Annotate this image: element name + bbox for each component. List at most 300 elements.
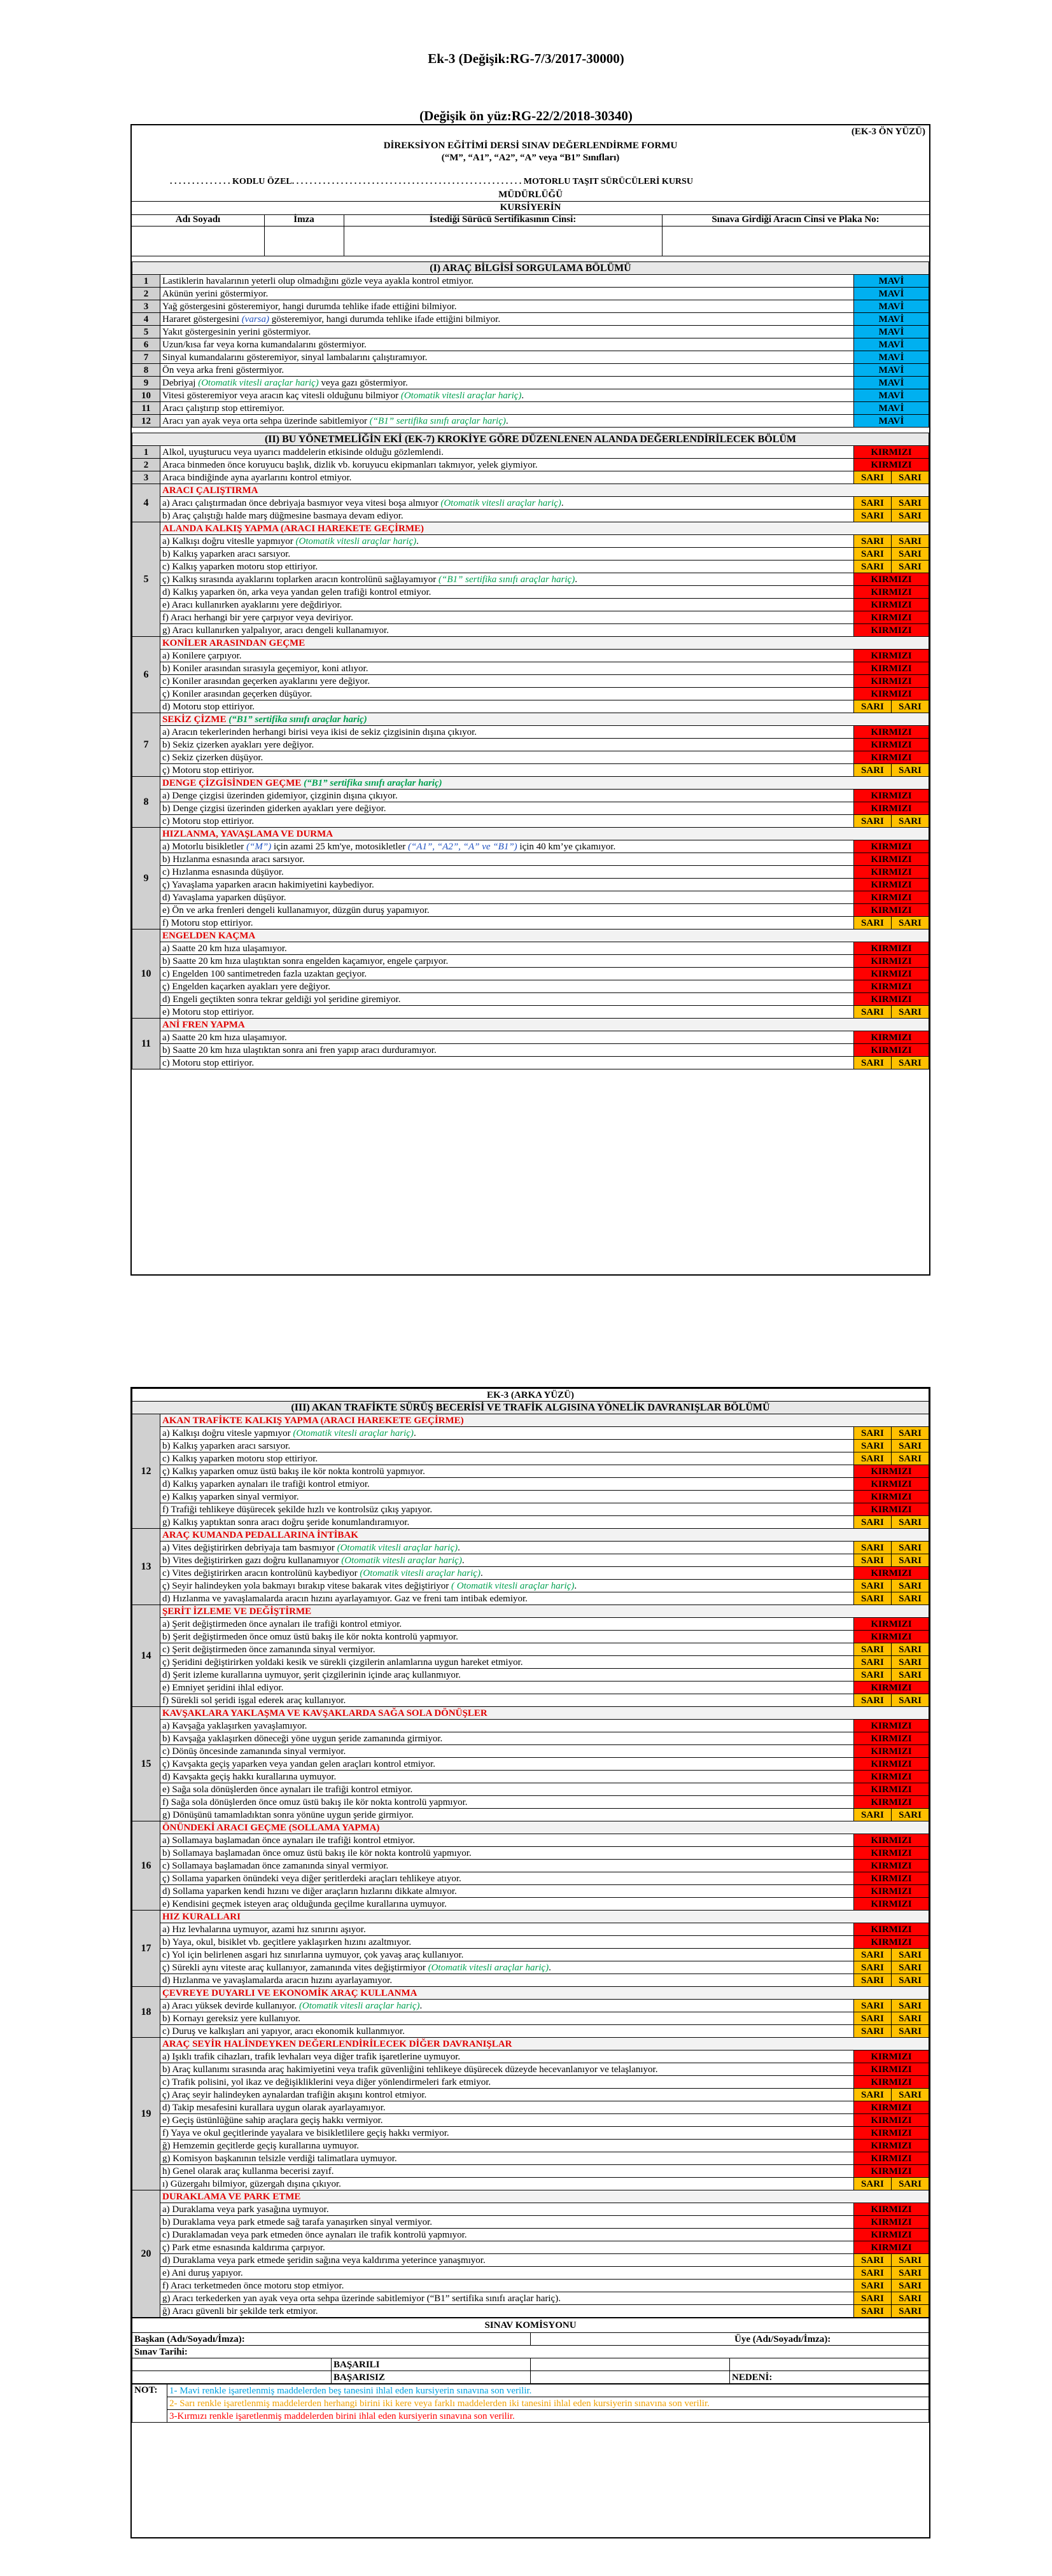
item-text: c) Kalkış yaparken motoru stop ettiriyor. bbox=[162, 1453, 318, 1464]
severity-code: KIRMIZI bbox=[853, 459, 929, 471]
directorate-label: MÜDÜRLÜĞÜ bbox=[498, 190, 563, 200]
severity-code-1[interactable]: SARI bbox=[853, 1516, 891, 1529]
item-text: ç) Engelden kaçarken ayakları yere değiyor. bbox=[162, 981, 331, 992]
severity-code-1[interactable]: SARI bbox=[853, 1057, 891, 1069]
document-title: Ek-3 (Değişik:RG-7/3/2017-30000) bbox=[428, 51, 624, 66]
item-exception: (Otomatik vitesli araçlar hariç) bbox=[428, 1962, 549, 1973]
item-text: ı) Güzergahı bilmiyor, güzergah dışına çıkıyor. bbox=[162, 2178, 341, 2189]
document-subtitle: (Değişik ön yüz:RG-22/2/2018-30340) bbox=[419, 108, 633, 123]
severity-code-2[interactable]: SARI bbox=[891, 548, 929, 560]
item-exception: (Otomatik vitesli araçlar hariç) bbox=[298, 2000, 420, 2011]
severity-code-1[interactable]: SARI bbox=[853, 2012, 891, 2025]
row-number: 3 bbox=[132, 471, 160, 484]
severity-code-1[interactable]: SARI bbox=[853, 1427, 891, 1440]
item-note: (varsa) bbox=[241, 314, 270, 324]
table-row bbox=[132, 1427, 929, 1440]
severity-code-1[interactable]: SARI bbox=[853, 535, 891, 548]
table-row bbox=[132, 2089, 929, 2101]
severity-code-1[interactable]: SARI bbox=[853, 1440, 891, 1452]
severity-code-1[interactable]: SARI bbox=[853, 560, 891, 573]
item-text: a) Aracın tekerlerinden herhangi birisi veya ikisi de sekiz çizgisinin dışına çıkıyor. bbox=[162, 727, 477, 737]
severity-code-2[interactable]: SARI bbox=[891, 535, 929, 548]
item-text: b) Koniler arasından sırasıyla geçemiyor, koni atlıyor. bbox=[162, 663, 368, 674]
table-row bbox=[132, 840, 929, 853]
severity-code: KIRMIZI bbox=[853, 968, 929, 980]
severity-code-2[interactable]: SARI bbox=[891, 497, 929, 510]
note-blue: 1- Mavi renkle işaretlenmiş maddelerden beş tanesini ihlal eden kursiyerin sınavına son verilir. bbox=[167, 2385, 929, 2397]
table-row bbox=[132, 891, 929, 904]
item-text-after: . bbox=[561, 498, 564, 508]
group-header-row bbox=[132, 1821, 929, 1834]
item-text: c) Yol için belirlenen asgari hız sınırlarına uymuyor, çok yavaş araç kullanıyor. bbox=[162, 1949, 464, 1960]
severity-code-1[interactable]: SARI bbox=[853, 548, 891, 560]
severity-code-2[interactable]: SARI bbox=[891, 2025, 929, 2038]
severity-code-1[interactable]: SARI bbox=[853, 1949, 891, 1961]
item-text: d) Takip mesafesini kurallara uygun olarak ayarlayamıyor. bbox=[162, 2102, 386, 2113]
item-text: ç) Araç seyir halindeyken aynalardan trafiğin akışını kontrol etmiyor. bbox=[162, 2089, 427, 2100]
item-text: a) Aracı yüksek devirde kullanıyor. bbox=[162, 2000, 299, 2011]
item-text: a) Vites değiştirirken debriyaja tam basmıyor bbox=[162, 1542, 337, 1553]
fail-label[interactable]: BAŞARISIZ bbox=[332, 2371, 531, 2384]
table-row bbox=[132, 1783, 929, 1796]
group-title: ARAÇ SEYİR HALİNDEYKEN DEĞERLENDİRİLECEK DİĞER DAVRANIŞLAR bbox=[160, 2038, 929, 2050]
severity-code-2[interactable]: SARI bbox=[891, 510, 929, 522]
table-row bbox=[132, 662, 929, 675]
severity-code-1[interactable]: SARI bbox=[853, 1580, 891, 1592]
table-row bbox=[132, 764, 929, 777]
row-number: 12 bbox=[132, 415, 160, 428]
item-text-after: için azami 25 km'ye, motosikletler bbox=[271, 841, 408, 852]
table-row bbox=[132, 1031, 929, 1044]
severity-code-2[interactable]: SARI bbox=[891, 1809, 929, 1821]
table-row bbox=[132, 510, 929, 522]
severity-code-2[interactable]: SARI bbox=[891, 1542, 929, 1554]
severity-code-2[interactable]: SARI bbox=[891, 1592, 929, 1605]
severity-code-2[interactable]: SARI bbox=[891, 2305, 929, 2318]
severity-code-2[interactable]: SARI bbox=[891, 815, 929, 828]
table-row bbox=[132, 415, 929, 428]
severity-code-1[interactable]: SARI bbox=[853, 764, 891, 777]
severity-code: KIRMIZI bbox=[853, 2127, 929, 2140]
item-text: d) Sollama yaparken kendi hızını ve diğer araçların hızlarını dikkate almıyor. bbox=[162, 1886, 457, 1897]
group-header-row bbox=[132, 777, 929, 790]
severity-code: KIRMIZI bbox=[853, 1720, 929, 1732]
table-row bbox=[132, 1961, 929, 1974]
item-text: Yağ göstergesini gösteremiyor, hangi durumda tehlike ifade ettiğini bilmiyor. bbox=[162, 301, 457, 312]
severity-code-2[interactable]: SARI bbox=[891, 2012, 929, 2025]
table-row bbox=[132, 1834, 929, 1847]
severity-code-2[interactable]: SARI bbox=[891, 1961, 929, 1974]
group-title: AKAN TRAFİKTE KALKIŞ YAPMA (ARACI HAREKETE GEÇİRME) bbox=[160, 1414, 929, 1427]
table-row bbox=[132, 955, 929, 968]
item-exception: (Otomatik vitesli araçlar hariç) bbox=[400, 390, 522, 401]
severity-code-2[interactable]: SARI bbox=[891, 1516, 929, 1529]
table-row bbox=[132, 1872, 929, 1885]
item-text: c) Koniler arasından geçerken ayaklarını yere değiyor. bbox=[162, 676, 370, 686]
severity-code-2[interactable]: SARI bbox=[891, 1694, 929, 1707]
table-row bbox=[132, 2063, 929, 2076]
item-note: (“M”) bbox=[246, 841, 272, 852]
severity-code-2[interactable]: SARI bbox=[891, 2089, 929, 2101]
table-row bbox=[132, 2140, 929, 2152]
table-row bbox=[132, 2127, 929, 2140]
row-number: 11 bbox=[132, 402, 160, 415]
severity-code-2[interactable]: SARI bbox=[891, 1427, 929, 1440]
severity-code-2[interactable]: SARI bbox=[891, 1949, 929, 1961]
item-text: b) Saatte 20 km hıza ulaştıktan sonra engelden kaçamıyor, engele çarpıyor. bbox=[162, 956, 449, 966]
severity-code: KIRMIZI bbox=[853, 1771, 929, 1783]
pass-box[interactable] bbox=[531, 2358, 730, 2371]
table-row bbox=[132, 389, 929, 402]
item-text: c) Duruş ve kalkışları ani yapıyor, aracı ekonomik kullanmıyor. bbox=[162, 2026, 405, 2036]
item-text: b) Denge çizgisi üzerinden giderken ayakları yere değiyor. bbox=[162, 803, 386, 814]
row-number: 7 bbox=[132, 351, 160, 364]
severity-code-2[interactable]: SARI bbox=[891, 1974, 929, 1987]
item-text: d) Motoru stop ettiriyor. bbox=[162, 701, 255, 712]
item-text: d) Yavaşlama yaparken düşüyor. bbox=[162, 892, 286, 903]
group-header-row bbox=[132, 1911, 929, 1923]
item-text: b) Duraklama veya park etmede sağ tarafa yanaşırken sinyal vermiyor. bbox=[162, 2217, 432, 2227]
severity-code-1[interactable]: SARI bbox=[853, 700, 891, 713]
item-text: b) Sekiz çizerken ayakları yere değiyor. bbox=[162, 739, 314, 750]
item-text: c) Vites değiştirirken aracın kontrolünü kaybediyor bbox=[162, 1568, 360, 1578]
item-text: f) Aracı terketmeden önce motoru stop etmiyor. bbox=[162, 2280, 344, 2291]
severity-code-2[interactable]: SARI bbox=[891, 2254, 929, 2267]
severity-code-2[interactable]: SARI bbox=[891, 700, 929, 713]
table-row bbox=[132, 560, 929, 573]
table-row bbox=[132, 326, 929, 338]
item-text: f) Trafiği tehlikeye düşürecek şekilde hızlı ve kontrolsüz çıkış yapıyor. bbox=[162, 1504, 433, 1515]
severity-code: KIRMIZI bbox=[853, 1503, 929, 1516]
item-text: a) Konilere çarpıyor. bbox=[162, 650, 242, 661]
table-row bbox=[132, 2292, 929, 2305]
table-row bbox=[132, 586, 929, 599]
severity-code: KIRMIZI bbox=[853, 446, 929, 459]
severity-code-1[interactable]: SARI bbox=[853, 1669, 891, 1681]
item-text-after: veya gazı göstermiyor. bbox=[318, 377, 408, 388]
group-title: HIZLANMA, YAVAŞLAMA VE DURMA bbox=[160, 828, 929, 840]
table-row bbox=[132, 1057, 929, 1069]
table-row bbox=[132, 2203, 929, 2216]
item-text: e) Geçiş üstünlüğüne sahip araçlara geçiş hakkı vermiyor. bbox=[162, 2115, 383, 2126]
group-number: 4 bbox=[132, 484, 160, 522]
group-number: 16 bbox=[132, 1821, 160, 1911]
table-row bbox=[132, 1669, 929, 1681]
item-text: e) Emniyet şeridini ihlal ediyor. bbox=[162, 1682, 284, 1693]
severity-code: KIRMIZI bbox=[853, 662, 929, 675]
severity-code: MAVİ bbox=[853, 275, 929, 288]
trainee-header: KURSİYERİN bbox=[500, 202, 561, 212]
severity-code-1[interactable]: SARI bbox=[853, 1809, 891, 1821]
severity-code: KIRMIZI bbox=[853, 879, 929, 891]
severity-code: KIRMIZI bbox=[853, 1491, 929, 1503]
severity-code: KIRMIZI bbox=[853, 726, 929, 739]
severity-code-2[interactable]: SARI bbox=[891, 764, 929, 777]
table-row bbox=[132, 2216, 929, 2229]
table-row bbox=[132, 2050, 929, 2063]
item-text: Araca binmeden önce koruyucu başlık, dizlik vb. koruyucu ekipmanları takmıyor, yelek giymiyor. bbox=[162, 459, 538, 470]
item-exception: (Otomatik vitesli araçlar hariç) bbox=[198, 377, 319, 388]
item-text: a) Sollamaya başlamadan önce aynaları ile trafiği kontrol etmiyor. bbox=[162, 1835, 415, 1846]
severity-code-2[interactable]: SARI bbox=[891, 1656, 929, 1669]
table-row bbox=[132, 1974, 929, 1987]
table-row bbox=[132, 1440, 929, 1452]
severity-code-2[interactable]: SARI bbox=[891, 1669, 929, 1681]
item-text: Hararet göstergesini bbox=[162, 314, 242, 324]
section-1-title: (I) ARAÇ BİLGİSİ SORGULAMA BÖLÜMÜ bbox=[132, 262, 929, 275]
note-red: 3-Kırmızı renkle işaretlenmiş maddelerden birini ihlal eden kursiyerin sınavına son verilir. bbox=[167, 2410, 929, 2423]
severity-code-2[interactable]: SARI bbox=[891, 2000, 929, 2012]
row-number: 6 bbox=[132, 338, 160, 351]
form-title: DİREKSİYON EĞİTİMİ DERSİ SINAV DEĞERLENDİRME FORMU bbox=[383, 141, 678, 151]
item-text: ç) Sürekli aynı viteste araç kullanıyor, zamanında vites değiştirmiyor bbox=[162, 1962, 428, 1973]
item-text-after: . bbox=[574, 1580, 577, 1591]
severity-code-1[interactable]: SARI bbox=[853, 1452, 891, 1465]
item-text: ğ) Aracı güvenli bir şekilde terk etmiyor. bbox=[162, 2306, 318, 2316]
front-evaluation-table bbox=[132, 261, 929, 1069]
item-text: b) Vites değiştirirken gazı doğru kullanamıyor bbox=[162, 1555, 342, 1566]
item-text: c) Hızlanma esnasında düşüyor. bbox=[162, 867, 284, 877]
severity-code: KIRMIZI bbox=[853, 573, 929, 586]
table-row bbox=[132, 2000, 929, 2012]
table-row bbox=[132, 1465, 929, 1478]
severity-code: KIRMIZI bbox=[853, 1478, 929, 1491]
group-title: ALANDA KALKIŞ YAPMA (ARACI HAREKETE GEÇİRME) bbox=[160, 522, 929, 535]
severity-code-2[interactable]: SARI bbox=[891, 1580, 929, 1592]
severity-code: KIRMIZI bbox=[853, 1898, 929, 1911]
table-row bbox=[132, 1885, 929, 1898]
group-title: ANİ FREN YAPMA bbox=[160, 1019, 929, 1031]
table-row bbox=[132, 2241, 929, 2254]
col-certificate: İstediği Sürücü Sertifikasının Cinsi: bbox=[429, 214, 577, 225]
group-header-row bbox=[132, 1605, 929, 1618]
item-text: f) Motoru stop ettiriyor. bbox=[162, 917, 253, 928]
severity-code-2[interactable]: SARI bbox=[891, 1006, 929, 1019]
item-text: Aracı yan ayak veya orta sehpa üzerinde sabitlemiyor bbox=[162, 415, 370, 426]
severity-code: KIRMIZI bbox=[853, 1465, 929, 1478]
item-text: d) Kalkış yaparken aynaları ile trafiği kontrol etmiyor. bbox=[162, 1479, 370, 1489]
severity-code: KIRMIZI bbox=[853, 2152, 929, 2165]
row-number: 8 bbox=[132, 364, 160, 377]
item-text: c) Sekiz çizerken düşüyor. bbox=[162, 752, 263, 763]
item-text: b) Kornayı gereksiz yere kullanıyor. bbox=[162, 2013, 301, 2024]
severity-code-1[interactable]: SARI bbox=[853, 1974, 891, 1987]
table-row bbox=[132, 377, 929, 389]
group-number: 12 bbox=[132, 1414, 160, 1529]
note-label: NOT: bbox=[132, 2385, 167, 2423]
chair-label: Başkan (Adı/Soyadı/İmza): bbox=[132, 2333, 531, 2346]
severity-code-1[interactable]: SARI bbox=[853, 2292, 891, 2305]
table-row bbox=[132, 1860, 929, 1872]
severity-code-1[interactable]: SARI bbox=[853, 2000, 891, 2012]
item-exception: (Otomatik vitesli araçlar hariç) bbox=[341, 1555, 462, 1566]
severity-code-1[interactable]: SARI bbox=[853, 2025, 891, 2038]
table-row bbox=[132, 1631, 929, 1643]
table-row bbox=[132, 2012, 929, 2025]
severity-code: MAVİ bbox=[853, 402, 929, 415]
table-row bbox=[132, 1809, 929, 1821]
item-text: d) Kavşakta geçiş hakkı kurallarına uymuyor. bbox=[162, 1771, 337, 1782]
table-row bbox=[132, 351, 929, 364]
table-row bbox=[132, 650, 929, 662]
severity-code-2[interactable]: SARI bbox=[891, 2178, 929, 2190]
severity-code: KIRMIZI bbox=[853, 624, 929, 637]
group-header-row bbox=[132, 828, 929, 840]
table-row bbox=[132, 904, 929, 917]
table-row bbox=[132, 2101, 929, 2114]
severity-code: KIRMIZI bbox=[853, 1885, 929, 1898]
pass-label[interactable]: BAŞARILI bbox=[332, 2358, 531, 2371]
item-exception: (Otomatik vitesli araçlar hariç) bbox=[337, 1542, 458, 1553]
severity-code-1[interactable]: SARI bbox=[853, 1542, 891, 1554]
table-row bbox=[132, 790, 929, 802]
table-row bbox=[132, 1580, 929, 1592]
severity-code-1[interactable]: SARI bbox=[853, 1656, 891, 1669]
severity-code-2[interactable]: SARI bbox=[891, 2280, 929, 2292]
severity-code: KIRMIZI bbox=[853, 2050, 929, 2063]
item-text: ç) Sollama yaparken önündeki veya diğer şeritlerdeki araçları tehlikeye atıyor. bbox=[162, 1873, 461, 1884]
severity-code: KIRMIZI bbox=[853, 1936, 929, 1949]
table-row bbox=[132, 1923, 929, 1936]
row-number: 3 bbox=[132, 300, 160, 313]
item-text: Yakıt göstergesinin yerini göstermiyor. bbox=[162, 326, 311, 337]
item-text: c) Kalkış yaparken motoru stop ettiriyor. bbox=[162, 561, 318, 572]
item-text: ğ) Hemzemin geçitlerde geçiş kurallarına uymuyor. bbox=[162, 2140, 360, 2151]
severity-code-2[interactable]: SARI bbox=[891, 1452, 929, 1465]
severity-code-1[interactable]: SARI bbox=[853, 1554, 891, 1567]
item-text: a) Kalkışı doğru viteslle yapmıyor bbox=[162, 536, 296, 547]
table-row bbox=[132, 726, 929, 739]
section-3-title: (III) AKAN TRAFİKTE SÜRÜŞ BECERİSİ VE TRAFİK ALGISINA YÖNELİK DAVRANIŞLAR BÖLÜMÜ bbox=[132, 1402, 929, 1414]
severity-code-1[interactable]: SARI bbox=[853, 2267, 891, 2280]
table-row bbox=[132, 364, 929, 377]
item-text: Uzun/kısa far veya korna kumandalarını göstermiyor. bbox=[162, 339, 367, 350]
severity-code: KIRMIZI bbox=[853, 853, 929, 866]
item-text-after: . bbox=[575, 574, 577, 585]
severity-code-1[interactable]: SARI bbox=[853, 2178, 891, 2190]
group-number: 5 bbox=[132, 522, 160, 637]
group-title: ARAÇ KUMANDA PEDALLARINA İNTİBAK bbox=[160, 1529, 929, 1542]
severity-code: KIRMIZI bbox=[853, 688, 929, 700]
severity-code: KIRMIZI bbox=[853, 1567, 929, 1580]
item-exception: ( Otomatik vitesli araçlar hariç) bbox=[451, 1580, 575, 1591]
severity-code: KIRMIZI bbox=[853, 866, 929, 879]
severity-code-2[interactable]: SARI bbox=[891, 2292, 929, 2305]
back-tag: EK-3 (ARKA YÜZÜ) bbox=[132, 1389, 929, 1402]
item-text-after: . bbox=[505, 415, 508, 426]
severity-code-2[interactable]: SARI bbox=[891, 917, 929, 929]
severity-code: KIRMIZI bbox=[853, 1745, 929, 1758]
table-row bbox=[132, 815, 929, 828]
severity-code-1[interactable]: SARI bbox=[853, 510, 891, 522]
table-row bbox=[132, 1643, 929, 1656]
item-text: f) Yaya ve okul geçitlerinde yayalara ve bisikletlilere geçiş hakkı vermiyor. bbox=[162, 2127, 449, 2138]
group-number: 6 bbox=[132, 637, 160, 713]
fail-box[interactable] bbox=[531, 2371, 730, 2384]
item-text: b) Yaya, okul, bisiklet vb. geçitlere yaklaşırken hızını azaltmıyor. bbox=[162, 1937, 412, 1947]
item-text: a) Saatte 20 km hıza ulaşamıyor. bbox=[162, 1032, 287, 1043]
item-text: Akünün yerini göstermiyor. bbox=[162, 288, 269, 299]
table-row bbox=[132, 1936, 929, 1949]
table-row bbox=[132, 853, 929, 866]
table-row bbox=[132, 288, 929, 300]
severity-code-1[interactable]: SARI bbox=[853, 2254, 891, 2267]
table-row bbox=[132, 2280, 929, 2292]
severity-code-2[interactable]: SARI bbox=[891, 560, 929, 573]
severity-code: MAVİ bbox=[853, 377, 929, 389]
group-header-row bbox=[132, 1987, 929, 2000]
group-title: ÇEVREYE DUYARLI VE EKONOMİK ARAÇ KULLANMA bbox=[160, 1987, 929, 2000]
item-text: e) Ani duruş yapıyor. bbox=[162, 2267, 243, 2278]
severity-code: KIRMIZI bbox=[853, 2063, 929, 2076]
item-text: g) Aracı terkederken yan ayak veya orta sehpa üzerinde sabitlemiyor (“B1” sertifika sınıfı araçlar hariç). bbox=[162, 2293, 561, 2304]
group-title: DURAKLAMA VE PARK ETME bbox=[160, 2190, 929, 2203]
severity-code: KIRMIZI bbox=[853, 751, 929, 764]
table-row bbox=[132, 1516, 929, 1529]
table-row bbox=[132, 942, 929, 955]
form-classes: (“M”, “A1”, “A2”, “A” veya “B1” Sınıfları) bbox=[441, 153, 620, 163]
table-row bbox=[132, 1847, 929, 1860]
item-text: a) Motorlu bisikletler bbox=[162, 841, 247, 852]
item-text: a) Kavşağa yaklaşırken yavaşlamıyor. bbox=[162, 1720, 307, 1731]
item-exception: (“B1” sertifika sınıfı araçlar hariç) bbox=[369, 415, 506, 426]
severity-code-1[interactable]: SARI bbox=[853, 471, 891, 484]
group-header-row bbox=[132, 522, 929, 535]
severity-code-1[interactable]: SARI bbox=[853, 1694, 891, 1707]
severity-code-1[interactable]: SARI bbox=[853, 815, 891, 828]
table-row bbox=[132, 980, 929, 993]
member-label: Üye (Adı/Soyadı/İmza): bbox=[531, 2333, 929, 2346]
item-text-after: . bbox=[549, 1962, 551, 1973]
table-row bbox=[132, 2254, 929, 2267]
severity-code-1[interactable]: SARI bbox=[853, 1643, 891, 1656]
item-text: b) Araç çalıştığı halde marş düğmesine basmaya devam ediyor. bbox=[162, 510, 403, 521]
item-text: e) Kendisini geçmek isteyen araç olduğunda geçilme kurallarına uymuyor. bbox=[162, 1898, 447, 1909]
table-row bbox=[132, 879, 929, 891]
severity-code-2[interactable]: SARI bbox=[891, 1643, 929, 1656]
severity-code-2[interactable]: SARI bbox=[891, 1554, 929, 1567]
severity-code-2[interactable]: SARI bbox=[891, 1440, 929, 1452]
group-title: ŞERİT İZLEME VE DEĞİŞTİRME bbox=[160, 1605, 929, 1618]
severity-code-2[interactable]: SARI bbox=[891, 1057, 929, 1069]
severity-code-1[interactable]: SARI bbox=[853, 917, 891, 929]
table-row bbox=[132, 1796, 929, 1809]
item-text: b) Saatte 20 km hıza ulaştıktan sonra ani fren yapıp aracı durduramıyor. bbox=[162, 1045, 437, 1055]
severity-code-1[interactable]: SARI bbox=[853, 1006, 891, 1019]
item-text-after: . bbox=[458, 1542, 460, 1553]
table-row bbox=[132, 611, 929, 624]
severity-code-1[interactable]: SARI bbox=[853, 2089, 891, 2101]
severity-code: MAVİ bbox=[853, 313, 929, 326]
severity-code: MAVİ bbox=[853, 351, 929, 364]
severity-code-2[interactable]: SARI bbox=[891, 471, 929, 484]
severity-code-1[interactable]: SARI bbox=[853, 2305, 891, 2318]
group-number: 17 bbox=[132, 1911, 160, 1987]
severity-code: KIRMIZI bbox=[853, 904, 929, 917]
severity-code-1[interactable]: SARI bbox=[853, 1961, 891, 1974]
severity-code: KIRMIZI bbox=[853, 993, 929, 1006]
severity-code: KIRMIZI bbox=[853, 1031, 929, 1044]
group-title: KONİLER ARASINDAN GEÇME bbox=[160, 637, 929, 650]
severity-code-1[interactable]: SARI bbox=[853, 2280, 891, 2292]
severity-code-2[interactable]: SARI bbox=[891, 2267, 929, 2280]
row-number: 5 bbox=[132, 326, 160, 338]
table-row bbox=[132, 802, 929, 815]
severity-code-1[interactable]: SARI bbox=[853, 1592, 891, 1605]
severity-code-1[interactable]: SARI bbox=[853, 497, 891, 510]
row-number: 2 bbox=[132, 288, 160, 300]
item-text: d) Engeli geçtikten sonra tekrar geldiği yol şeridine giremiyor. bbox=[162, 994, 401, 1005]
